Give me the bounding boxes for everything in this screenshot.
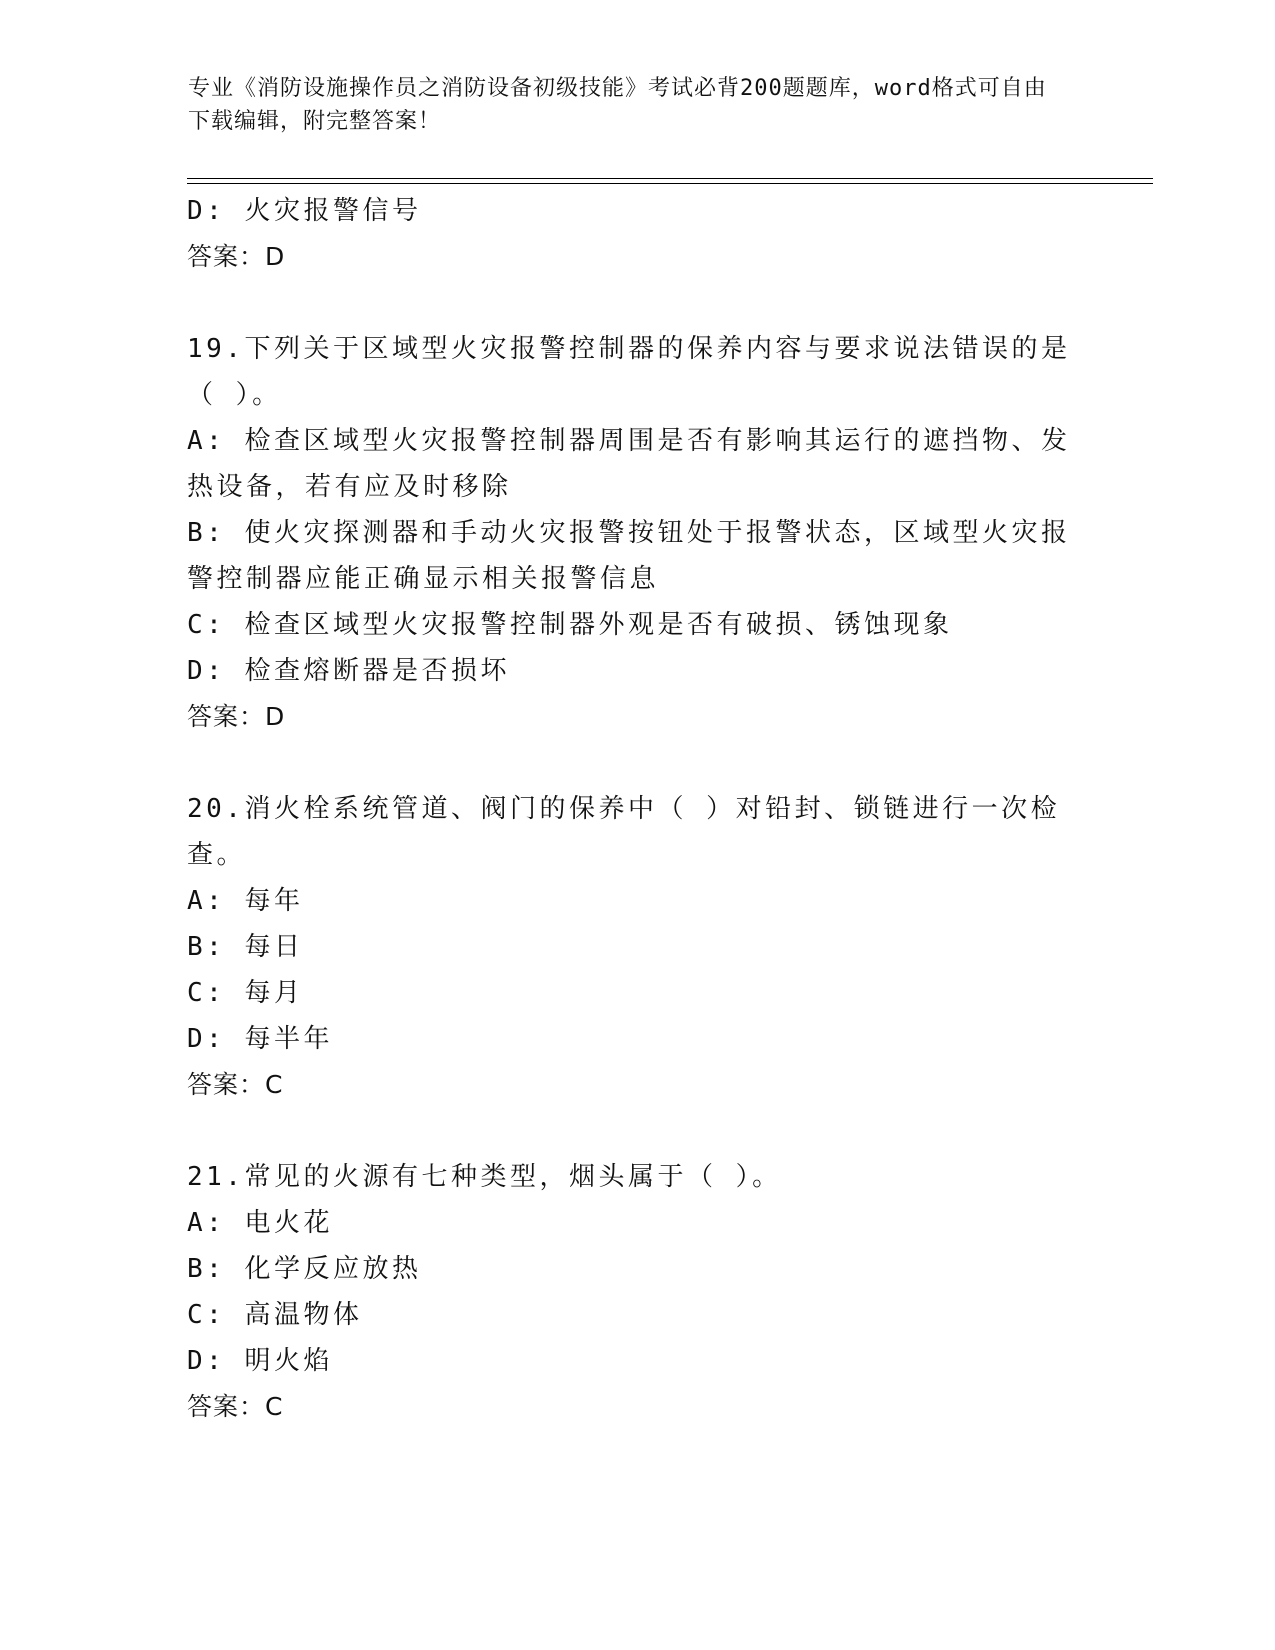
header-divider-bottom [187,183,1153,184]
option-c: C: 检查区域型火灾报警控制器外观是否有破损、锈蚀现象 [187,610,953,640]
option-a: A: 每年 [187,886,304,916]
answer-line: 答案：D [187,702,286,731]
question-block [187,188,1077,280]
question-list [187,188,1077,1430]
option-c: C: 高温物体 [187,1300,363,1330]
option-a: A: 电火花 [187,1208,333,1238]
question-stem: 21.常见的火源有七种类型，烟头属于（ ）。 [187,1162,782,1192]
question-block [187,1154,1077,1430]
answer-line: 答案：D [187,242,286,271]
answer-line: 答案：C [187,1392,284,1421]
option-b: B: 化学反应放热 [187,1254,422,1284]
option-d: D: 检查熔断器是否损坏 [187,656,510,686]
option-b: B: 使火灾探测器和手动火灾报警按钮处于报警状态，区域型火灾报警控制器应能正确显示相关报警信息 [187,518,1071,594]
page-header-title: 专业《消防设施操作员之消防设备初级技能》考试必背200题题库，word格式可自由下载编辑，附完整答案！ [188,76,1047,134]
option-a: A: 检查区域型火灾报警控制器周围是否有影响其运行的遮挡物、发热设备，若有应及时移除 [187,426,1071,502]
answer-line: 答案：C [187,1070,284,1099]
option-b: B: 每日 [187,932,304,962]
option-d: D: 火灾报警信号 [187,196,422,226]
question-stem: 20.消火栓系统管道、阀门的保养中（ ）对铅封、锁链进行一次检查。 [187,794,1061,870]
header-divider-top [187,178,1153,179]
question-stem: 19.下列关于区域型火灾报警控制器的保养内容与要求说法错误的是（ ）。 [187,334,1071,410]
option-d: D: 每半年 [187,1024,333,1054]
question-block [187,786,1077,1108]
option-d: D: 明火焰 [187,1346,333,1376]
option-c: C: 每月 [187,978,304,1008]
question-block [187,326,1077,740]
